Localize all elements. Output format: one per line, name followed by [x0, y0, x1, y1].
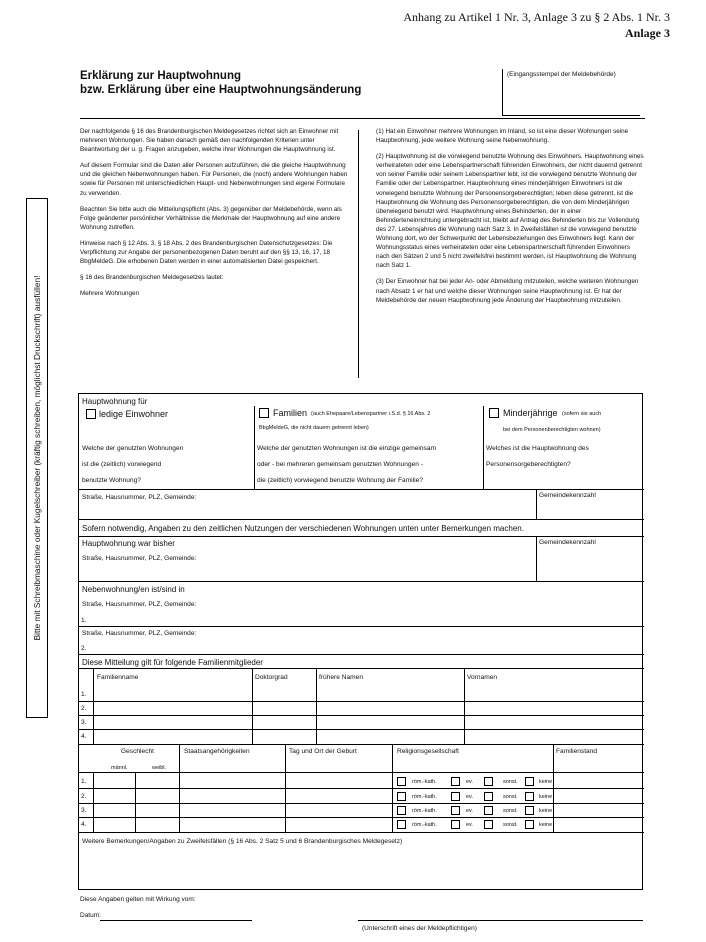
col-doktorgrad: Doktorgrad: [255, 674, 288, 681]
question-minderjaehrige: Welches ist die Hauptwohnung des: [486, 445, 589, 452]
title-line-1: Erklärung zur Hauptwohnung: [80, 70, 241, 82]
neben-row-number: 1.: [81, 617, 87, 624]
checkbox-sonst[interactable]: [484, 806, 493, 815]
label-keine: keine: [539, 808, 553, 814]
col-religion: Religionsgesellschaft: [397, 748, 459, 755]
member-row-number: 1.: [81, 691, 87, 698]
page-title: [80, 69, 361, 97]
checkbox-roem-kath[interactable]: [397, 792, 406, 801]
label-roem-kath: röm.-kath.: [412, 822, 437, 828]
checkbox-keine[interactable]: [525, 777, 534, 786]
label-ev: ev.: [466, 779, 473, 785]
section-familienmitglieder: Diese Mitteilung gilt für folgende Familienmitglieder: [82, 658, 263, 667]
question-familien: Welche der genutzten Wohnungen ist die einzige gemeinsam: [257, 445, 436, 452]
familien-note: BbgMeldeG, die nicht dauern getrennt leben): [259, 425, 369, 431]
religion-row-number: 4.: [81, 821, 87, 828]
checkbox-minderjaehrige[interactable]: [489, 408, 499, 418]
checkbox-roem-kath[interactable]: [397, 806, 406, 815]
col-geburt: Tag und Ort der Geburt: [289, 748, 357, 755]
intro-paragraph: Der nachfolgende § 16 des Brandenburgischen Meldegesetzes richtet sich an Einwohner mit mehreren Wohnungen. Sie haben danach gemäß den nachfolgenden Kriterien unter Beantwortung der u. g. Fragen anzugeben, welche ihrer Wohnungen die Hauptwohnung ist.: [80, 128, 339, 154]
hauptwohnung-address-label: Straße, Hausnummer, PLZ, Gemeinde:: [82, 494, 197, 501]
law-paragraph: (2) Hauptwohnung ist die vorwiegend benutzte Wohnung des Einwohners. Hauptwohnung eines verheirateten oder eine Lebenspartnerschaft führenden Einwohners, der nicht dauernd getrennt von seiner Familie oder seinem Lebenspartner lebt, ist die vorwiegend benutzte Wohnung der Familie oder der Lebenspartner. Hauptwohnung eines minderjährigen Einwohners ist die vorwiegend benutzte Wohnung der Personensorgeberechtigten; leben diese getrennt, ist die Hauptwohnung die Wohnung des Personensorgeberechtigten, die von dem Minderjährigen überwiegend benutzt wird. Hauptwohnung eines Behinderten, der in einer Behinderteneinrichtung untergebracht ist, bleibt auf Antrag des Behinderten bis zur Vollendung des 27. Lebensjahres die Wohnung nach Satz 3. In Zweifelsfällen ist die vorwiegend benutzte Wohnung dort, wo der Schwerpunkt der Lebensbeziehungen des Einwohners liegt. Kann der Wohnungsstatus eines verheirateten oder eine Lebenspartnerschaft führenden Einwohners nach den Sätzen 2 und 5 nicht zweifelsfrei bestimmt werden, ist Hauptwohnung die Wohnung nach Satz 1.: [376, 153, 644, 270]
checkbox-roem-kath[interactable]: [397, 820, 406, 829]
checkbox-sonst[interactable]: [484, 820, 493, 829]
label-ledige: ledige Einwohner: [99, 409, 169, 419]
datum-line[interactable]: [100, 920, 252, 921]
column-divider: [358, 130, 359, 378]
stamp-label: (Eingangsstempel der Meldebehörde): [507, 71, 616, 78]
signature-label: (Unterschrift eines der Meldepflichtigen): [362, 925, 477, 932]
col-maennl: männl.: [111, 765, 128, 771]
checkbox-ev[interactable]: [451, 820, 460, 829]
checkbox-ledige[interactable]: [86, 409, 96, 419]
religion-row-number: 1.: [81, 778, 87, 785]
law-text: [376, 127, 644, 312]
law-paragraph: (1) Hat ein Einwohner mehrere Wohnungen im Inland, so ist eine dieser Wohnungen seine Hauptwohnung, jede weitere Wohnung seine Nebenwohnung.: [376, 128, 629, 145]
label-ev: ev.: [466, 822, 473, 828]
col-familienname: Familienname: [97, 674, 139, 681]
section-nebenwohnung: Nebenwohnung/en ist/sind in: [82, 585, 185, 594]
label-keine: keine: [539, 779, 553, 785]
intro-paragraph: Beachten Sie bitte auch die Mitteilungspflicht (Abs. 3) gegenüber der Meldebehörde, wenn als Folge geänderter persönlicher Verhältnisse die Merkmale der Hauptwohnung auf eine andere Wohnung zutreffen.: [80, 205, 342, 231]
col-geschlecht: Geschlecht: [121, 748, 154, 755]
checkbox-familien[interactable]: [259, 408, 269, 418]
datum-label: Datum:: [80, 912, 101, 919]
checkbox-ev[interactable]: [451, 777, 460, 786]
col-familienstand: Familienstand: [556, 748, 598, 755]
label-roem-kath: röm.-kath.: [412, 779, 437, 785]
label-ev: ev.: [466, 808, 473, 814]
member-row-number: 4.: [81, 733, 87, 740]
question-familien: oder - bei mehreren gemeinsam genutzten Wohnungen -: [257, 461, 423, 468]
label-keine: keine: [539, 794, 553, 800]
minder-note: (sofern sie auch: [562, 411, 602, 417]
question-familien: die (zeitlich) vorwiegend benutzte Wohnung der Familie?: [257, 477, 423, 484]
intro-paragraph: Auf diesem Formular sind die Daten aller Personen aufzuführen, die die gleiche Hauptwohnung und die gleichen Nebenwohnungen haben. Für Personen, die (noch) andere Wohnungen haben sowie für Personen mit unterschiedlichen Haupt- und Nebenwohnungen sind eigene Formulare zu verwenden.: [80, 162, 348, 197]
sidebar-instruction: [26, 198, 48, 718]
checkbox-keine[interactable]: [525, 792, 534, 801]
religion-row-number: 3.: [81, 807, 87, 814]
question-ledige: ist die (zeitlich) vorwiegend: [82, 461, 162, 468]
intro-paragraph: § 16 des Brandenburgischen Meldegesetzes lautet:: [80, 274, 224, 282]
signature-line[interactable]: [358, 920, 643, 921]
col-staatsangehoerigkeit: Staatsangehörigkeiten: [184, 748, 250, 755]
gemeindekennzahl-label: Gemeindekennzahl: [539, 492, 596, 499]
section-bisher: Hauptwohnung war bisher: [82, 539, 175, 548]
label-ev: ev.: [466, 794, 473, 800]
stamp-box: [502, 69, 640, 116]
label-keine: keine: [539, 822, 553, 828]
neben-address-label: Straße, Hausnummer, PLZ, Gemeinde:: [82, 630, 197, 637]
checkbox-ev[interactable]: [451, 806, 460, 815]
law-paragraph: (3) Der Einwohner hat bei jeder An- oder Abmeldung mitzuteilen, welche weiteren Wohnungen nach Absatz 1 er hat und welche dieser Wohnungen seine Hauptwohnung ist. Er hat der Meldebehörde der neuen Hauptwohnung jede Änderung der Hauptwohnung mitzuteilen.: [376, 278, 639, 304]
member-row-number: 2.: [81, 705, 87, 712]
label-sonst: sonst.: [503, 808, 518, 814]
question-ledige: Welche der genutzten Wohnungen: [82, 445, 184, 452]
intro-paragraph: Hinweise nach § 12 Abs. 3, § 18 Abs. 2 des Brandenburgischen Datenschutzgesetzes: Die Verpflichtung zur Angabe der personenbezogenen Daten beruht auf den §§ 13, 16, 17, 18 BbgMeldeG. Die erhobenen Daten werden in einer automatisierten Datei gespeichert.: [80, 239, 333, 266]
sidebar-text: Bitte mit Schreibmaschine oder Kugelschreiber (kräftig schreiben, möglichst Druckschrift) ausfüllen!: [32, 275, 42, 641]
wirkung-label: Diese Angaben gelten mit Wirkung vom:: [80, 896, 196, 903]
neben-address-label: Straße, Hausnummer, PLZ, Gemeinde:: [82, 601, 197, 608]
bisher-address-label: Straße, Hausnummer, PLZ, Gemeinde:: [82, 555, 197, 562]
sofern-note: Sofern notwendig, Angaben zu den zeitlichen Nutzungen der verschiedenen Wohnungen unten unter Bemerkungen machen.: [82, 524, 524, 533]
section-hauptwohnung-fuer: Hauptwohnung für: [82, 397, 148, 406]
label-familien: Familien: [273, 408, 308, 418]
checkbox-keine[interactable]: [525, 820, 534, 829]
header-annex-line: Anhang zu Artikel 1 Nr. 3, Anlage 3 zu § 2 Abs. 1 Nr. 3: [403, 10, 670, 24]
checkbox-sonst[interactable]: [484, 792, 493, 801]
intro-paragraph: Mehrere Wohnungen: [80, 290, 140, 298]
minder-note: bei dem Personenberechtigten wohnen): [503, 427, 601, 433]
label-roem-kath: röm.-kath.: [412, 794, 437, 800]
checkbox-ev[interactable]: [451, 792, 460, 801]
question-ledige: benutzte Wohnung?: [82, 477, 141, 484]
bisher-gemeindekennzahl-label: Gemeindekennzahl: [539, 539, 596, 546]
col-weibl: weibl.: [152, 765, 167, 771]
member-row-number: 3.: [81, 719, 87, 726]
religion-row-number: 2.: [81, 793, 87, 800]
label-roem-kath: röm.-kath.: [412, 808, 437, 814]
question-minderjaehrige: Personensorgeberechtigten?: [486, 461, 571, 468]
title-line-2: bzw. Erklärung über eine Hauptwohnungsänderung: [80, 84, 362, 96]
col-vornamen: Vornamen: [467, 674, 498, 681]
neben-row-number: 2.: [81, 645, 87, 652]
checkbox-sonst[interactable]: [484, 777, 493, 786]
weitere-bemerkungen-label: Weitere Bemerkungen/Angaben zu Zweifelsfällen (§ 16 Abs. 2 Satz 5 und 6 Brandenburgisches Meldegesetz): [82, 838, 403, 845]
intro-text: [80, 127, 350, 305]
header-anlage: Anlage 3: [625, 26, 670, 40]
label-sonst: sonst.: [503, 822, 518, 828]
label-sonst: sonst.: [503, 779, 518, 785]
checkbox-keine[interactable]: [525, 806, 534, 815]
label-sonst: sonst.: [503, 794, 518, 800]
checkbox-roem-kath[interactable]: [397, 777, 406, 786]
declaration-form: [78, 393, 643, 890]
label-minderjaehrige: Minderjährige: [503, 408, 558, 418]
col-fruehere-namen: frühere Namen: [319, 674, 363, 681]
familien-note: (auch Ehepaare/Lebenspartner i.S.d. § 16 Abs. 2: [311, 411, 431, 417]
divider: [80, 118, 645, 119]
